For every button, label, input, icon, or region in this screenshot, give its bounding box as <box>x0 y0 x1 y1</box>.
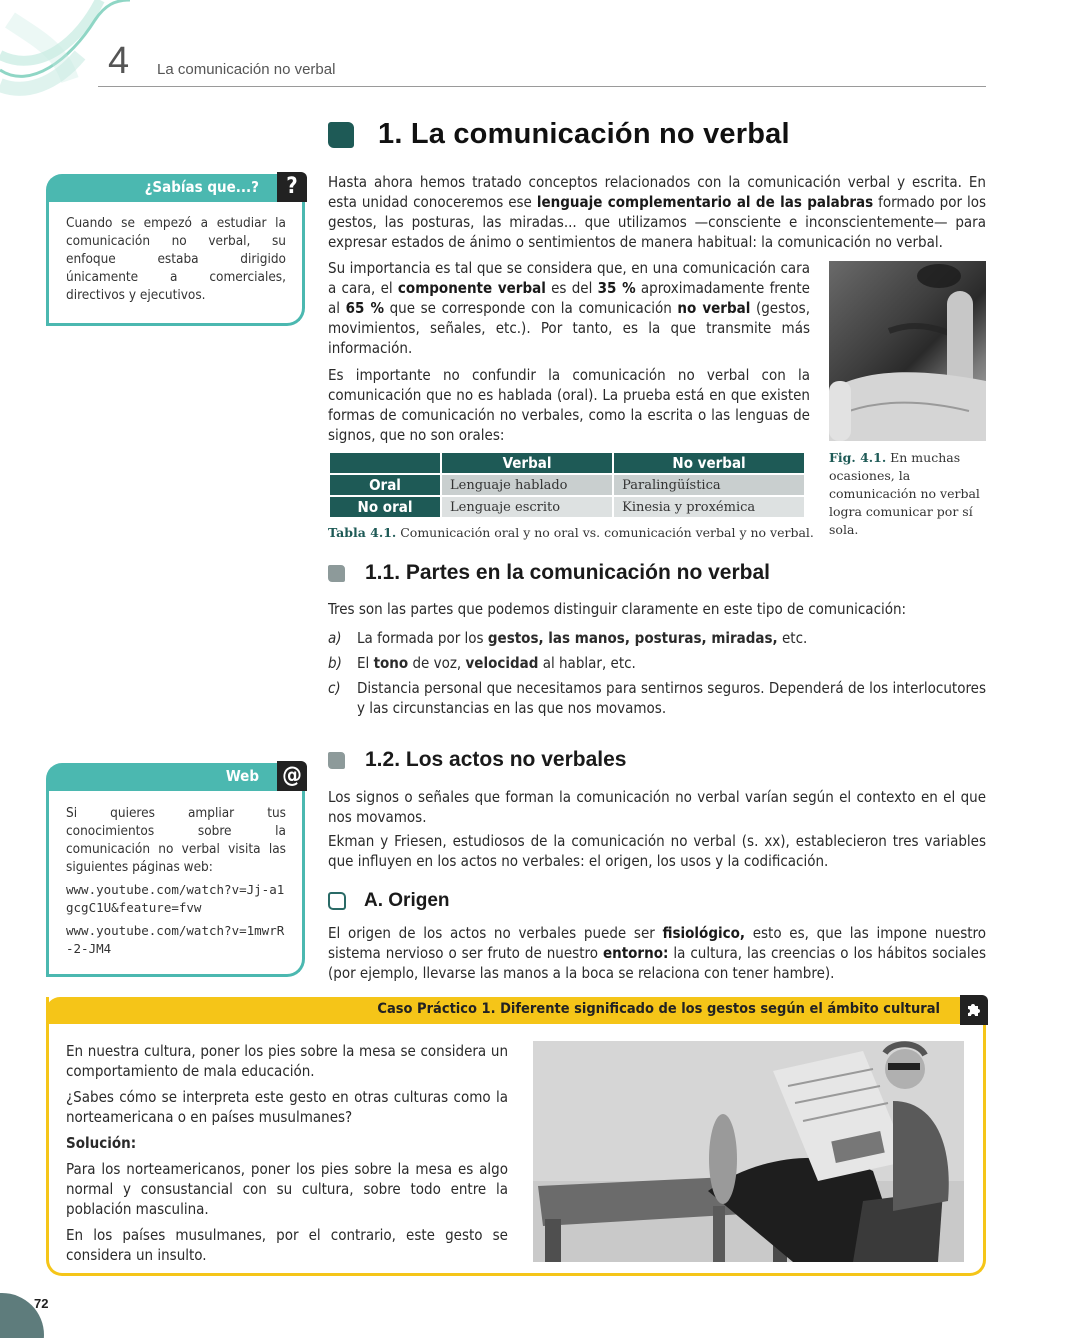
section-1-1-heading <box>328 561 770 585</box>
section-a-heading <box>328 890 450 912</box>
solution-label: Solución: <box>66 1134 137 1152</box>
text: al hablar, etc. <box>538 654 636 672</box>
caption-label: Tabla 4.1. <box>328 525 397 540</box>
caso-question: ¿Sabes cómo se interpreta este gesto en otras culturas como la norteamericana o en países musulmanes? <box>66 1088 508 1126</box>
bold-text: 65 % <box>345 299 384 317</box>
chapter-title: La comunicación no verbal <box>157 61 336 78</box>
table-header-cell <box>330 453 440 473</box>
text: etc. <box>777 629 808 647</box>
caso-practico-text <box>66 1041 508 1271</box>
table-cell: Paralingüística <box>614 475 804 495</box>
section-1-2-heading <box>328 748 626 772</box>
sabias-que-header <box>46 174 305 202</box>
web-box <box>46 763 305 977</box>
importance-paragraph <box>328 258 810 358</box>
list-item <box>328 678 986 718</box>
table-caption <box>328 525 814 540</box>
solution-paragraph: Para los norteamericanos, poner los pies sobre la mesa es algo normal y consustancial con su cultura, sobre todo entre la población masculina. <box>66 1160 508 1218</box>
sabias-que-box <box>46 174 305 326</box>
bold-text: lenguaje complementario al de las palabras <box>536 193 874 211</box>
text: aproximadamente frente al <box>328 279 810 317</box>
table-header-cell: Verbal <box>442 453 612 473</box>
sabias-que-text: Cuando se empezó a estudiar la comunicación no verbal, su enfoque estaba dirigido únicamente a comerciales, directivos y ejecutivos. <box>66 215 286 303</box>
figure-caption-text: En muchas ocasiones, la comunicación no verbal logra comunicar por sí sola. <box>829 450 980 537</box>
table-row <box>330 497 804 517</box>
list-item <box>328 653 986 673</box>
list-item-text <box>357 628 986 648</box>
table-header-cell: No verbal <box>614 453 804 473</box>
page-number: 72 <box>34 1296 49 1311</box>
table-row-header: Oral <box>330 475 440 495</box>
section-a-paragraph <box>328 923 986 983</box>
caso-practico-header <box>46 997 986 1024</box>
text: (gestos, movimientos, señales, etc.). Por tanto, es la que transmite más información. <box>328 299 810 357</box>
figure-photo-finger-on-lips <box>829 261 986 441</box>
web-box-text: Si quieres ampliar tus conocimientos sobre la comunicación no verbal visita las siguientes páginas web: <box>66 805 286 875</box>
heading-square-icon <box>328 565 345 582</box>
chapter-number: 4 <box>108 40 130 82</box>
sabias-que-title: ¿Sabías que...? <box>144 178 259 196</box>
finger-on-lips-illustration <box>829 261 986 441</box>
feet-on-table-illustration <box>533 1041 964 1262</box>
table-header-row <box>330 453 804 473</box>
list-marker: c) <box>328 679 341 697</box>
section-1-2-paragraph-2: Ekman y Friesen, estudiosos de la comunicación no verbal (s. xx), establecieron tres variables que influyen en los actos no verbales: el origen, los usos y la codificación. <box>328 832 986 870</box>
heading-square-icon <box>328 752 345 769</box>
list-marker: a) <box>328 629 342 647</box>
bold-text: no verbal <box>677 299 751 317</box>
header-divider <box>98 86 986 87</box>
text: El origen de los actos no verbales puede ser <box>328 924 663 942</box>
section-1-2-paragraph-1: Los signos o señales que forman la comunicación no verbal varían según el contexto en el que nos movamos. <box>328 788 986 826</box>
sabias-que-body <box>49 200 302 323</box>
section-1-heading <box>328 118 790 151</box>
text: Hasta ahora hemos tratado conceptos relacionados con la comunicación verbal y escrita. En esta unidad conoceremos ese <box>328 173 986 211</box>
text: Su importancia es tal que se considera que, en una comunicación cara a cara, el <box>328 259 810 297</box>
caso-practico-title: Caso Práctico 1. Diferente significado de los gestos según el ámbito cultural <box>377 1001 940 1017</box>
solution-paragraph: En los países musulmanes, por el contrario, este gesto se considera un insulto. <box>66 1226 508 1264</box>
bold-text: velocidad <box>465 654 539 672</box>
bold-text: 35 % <box>597 279 636 297</box>
list-marker: b) <box>328 654 342 672</box>
text: esto es, que las impone nuestro sistema nervioso o ser fruto de nuestro <box>328 924 986 962</box>
communication-table <box>328 451 806 519</box>
list-item-text <box>357 653 986 673</box>
table-row-header: No oral <box>330 497 440 517</box>
section-1-1-intro: Tres son las partes que podemos distinguir claramente en este tipo de comunicación: <box>328 600 907 618</box>
bold-text: entorno: <box>602 944 669 962</box>
table-row <box>330 475 804 495</box>
figure-label: Fig. 4.1. <box>829 450 887 465</box>
text: El <box>357 654 374 672</box>
at-sign-icon: @ <box>277 761 307 791</box>
text: es del <box>545 279 598 297</box>
section-1-1-title: 1.1. Partes en la comunicación no verbal <box>365 561 770 584</box>
caso-practico-box <box>46 997 986 1276</box>
bold-text: componente verbal <box>397 279 546 297</box>
web-link[interactable]: www.youtube.com/watch?v=Jj-a1gcgC1U&feature=fvw <box>66 882 285 915</box>
section-1-title: 1. La comunicación no verbal <box>378 118 790 150</box>
web-box-title: Web <box>225 767 259 785</box>
question-mark-icon: ? <box>277 172 307 202</box>
list-item-text: Distancia personal que necesitamos para sentirnos seguros. Dependerá de los interlocutores y las circunstancias en las que nos movamos. <box>357 679 986 717</box>
section-a-title: A. Origen <box>364 890 450 911</box>
puzzle-piece-icon <box>960 995 988 1025</box>
web-link[interactable]: www.youtube.com/watch?v=1mwrR-2-JM4 <box>66 923 285 956</box>
heading-outline-square-icon <box>328 892 346 910</box>
text: la cultura, las creencias o los hábitos sociales (por ejemplo, llevarse las manos a la boca se relaciona con tener hambre). <box>328 944 986 982</box>
photo-man-feet-on-table <box>533 1041 964 1262</box>
list-item <box>328 628 986 648</box>
text: La formada por los <box>357 629 488 647</box>
web-box-header <box>46 763 305 791</box>
table-cell: Lenguaje hablado <box>442 475 612 495</box>
text: de voz, <box>408 654 466 672</box>
table-cell: Kinesia y proxémica <box>614 497 804 517</box>
parts-list <box>328 628 986 723</box>
table-cell: Lenguaje escrito <box>442 497 612 517</box>
caption-text: Comunicación oral y no oral vs. comunicación verbal y no verbal. <box>396 525 814 540</box>
figure-caption <box>829 449 989 539</box>
caso-paragraph: En nuestra cultura, poner los pies sobre la mesa se considera un comportamiento de mala educación. <box>66 1042 508 1080</box>
heading-square-icon <box>328 122 354 148</box>
bold-text: gestos, las manos, posturas, miradas, <box>487 629 778 647</box>
intro-paragraph <box>328 172 986 252</box>
web-box-body <box>49 789 302 977</box>
text: formado por los gestos, las posturas, las miradas... que utilizamos —consciente e inconscientemente— para expresar estados de ánimo o sentimientos de manera habitual: la comunicación no verbal. <box>328 193 987 251</box>
section-1-2-title: 1.2. Los actos no verbales <box>365 748 627 771</box>
bold-text: tono <box>373 654 409 672</box>
text: que se corresponde con la comunicación <box>383 299 678 317</box>
bold-text: fisiológico, <box>662 924 746 942</box>
confusion-paragraph: Es importante no confundir la comunicación no verbal con la comunicación que no es hablada (oral). La prueba está en que existen formas de comunicación no verbales, como la escrita o las lenguas de signos, que no son orales: <box>328 366 810 444</box>
